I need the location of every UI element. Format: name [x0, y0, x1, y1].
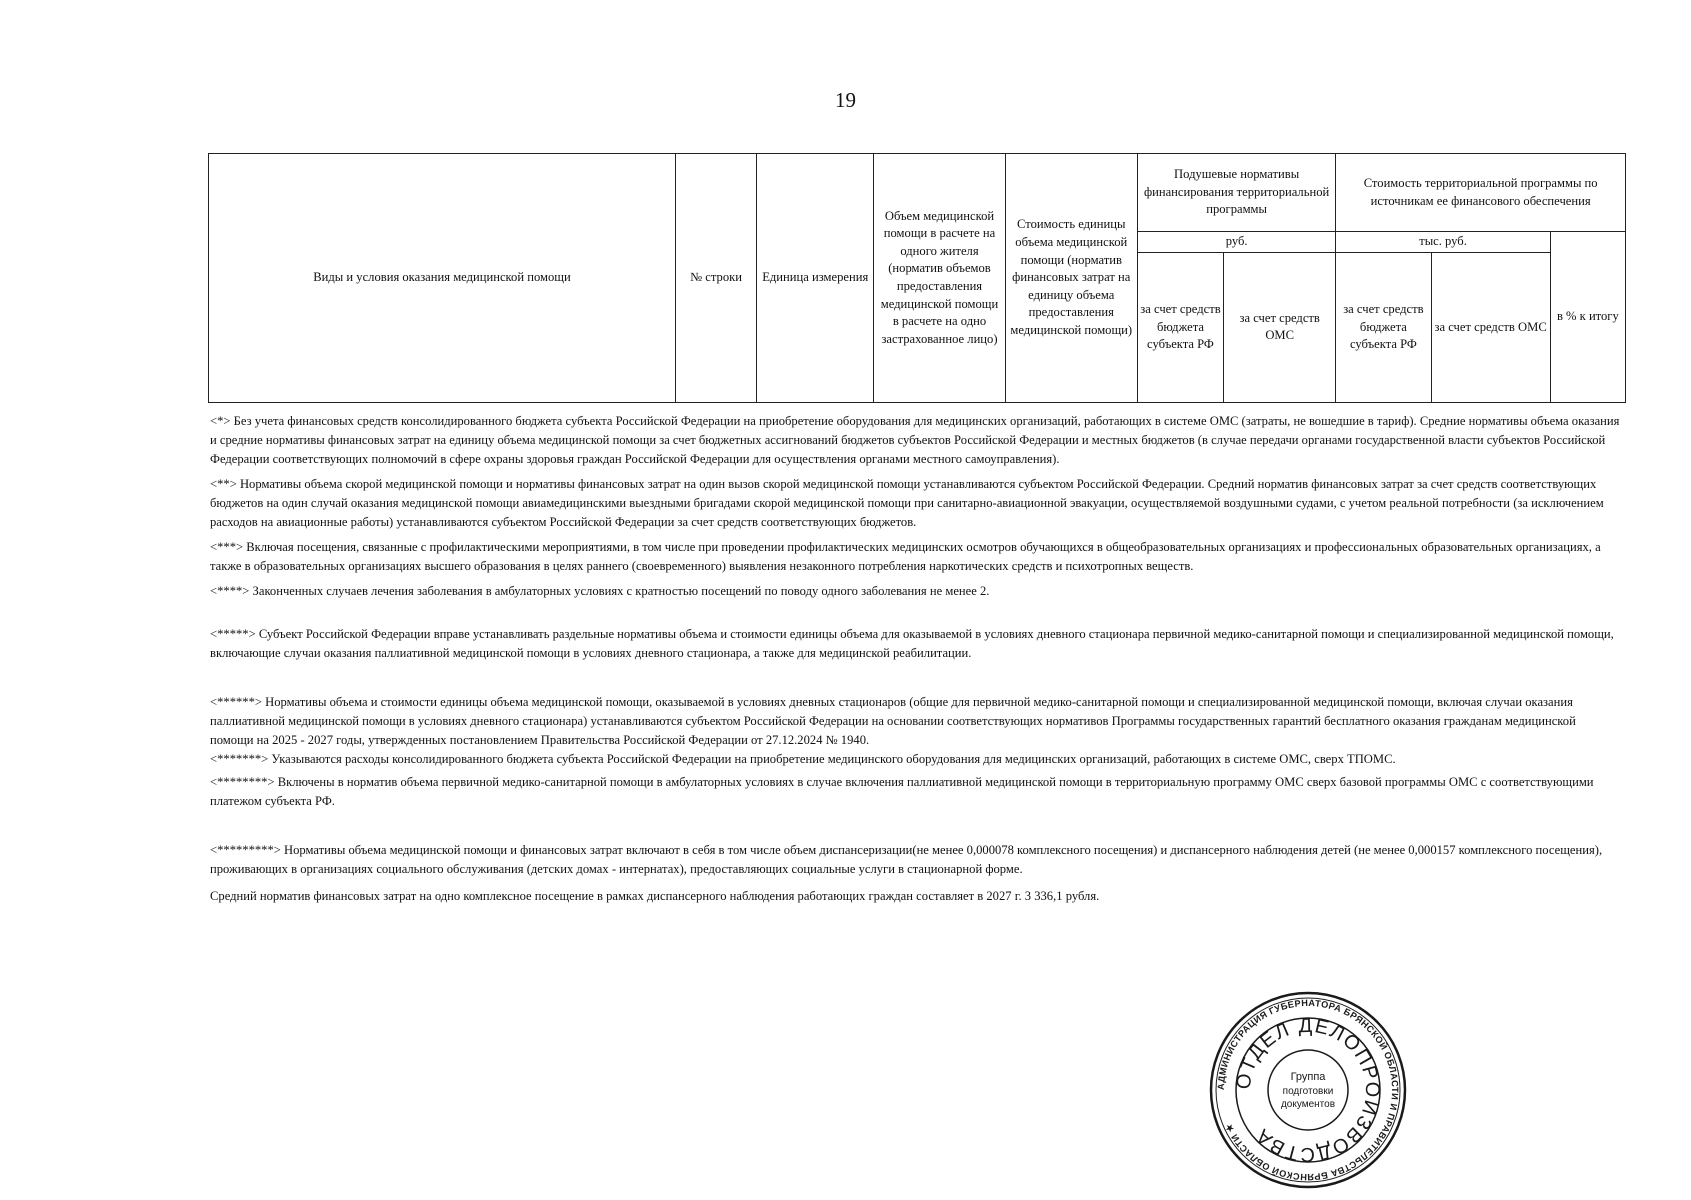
page-number: 19	[835, 88, 856, 112]
col-header-percent: в % к итогу	[1550, 232, 1625, 403]
footnote-7: <*******> Указываются расходы консолидированного бюджета субъекта Российской Федерации на приобретение медицинского оборудования для медицинских организаций, работающих в системе ОМС, сверх ТПОМС.	[210, 752, 1396, 766]
col-header-oms-2: за счет средств ОМС	[1431, 252, 1550, 402]
footnote-3: <***> Включая посещения, связанные с профилактическими мероприятиями, в том числе при проведении профилактических медицинских осмотров обучающихся в общеобразовательных организациях и профессиональных образовательных организациях, а также в образовательных организациях высшего образования в целях раннего (своевременного) выявления незаконного потребления наркотических средств и психотропных веществ.	[210, 540, 1601, 573]
footnote-5: <*****> Субъект Российской Федерации вправе устанавливать раздельные нормативы объема и стоимости единицы объема для оказываемой в условиях дневного стационара первичной медико-санитарной помощи и специализированной медицинской помощи, включающие случаи оказания паллиативной медицинской помощи в условиях дневного стационара, а также для медицинской реабилитации.	[210, 627, 1614, 660]
footnote-4: <****> Законченных случаев лечения заболевания в амбулаторных условиях с кратностью посещений по поводу одного заболевания не менее 2.	[210, 584, 990, 598]
col-header-cost: Стоимость единицы объема медицинской помощи (норматив финансовых затрат на единицу объема предоставления медицинской помощи)	[1005, 154, 1137, 403]
col-header-row-no: № строки	[675, 154, 756, 403]
col-header-budget-2: за счет средств бюджета субъекта РФ	[1336, 252, 1431, 402]
footnote-10: Средний норматив финансовых затрат на одно комплексное посещение в рамках диспансерного наблюдения работающих граждан составляет в 2027 г. 3 336,1 рубля.	[210, 889, 1100, 903]
stamp-center-line-3: документов	[1280, 1099, 1336, 1110]
unit-rub: руб.	[1137, 232, 1335, 253]
header-table	[208, 153, 1626, 403]
col-header-unit: Единица измерения	[757, 154, 874, 403]
unit-thousand-rub: тыс. руб.	[1336, 232, 1550, 253]
col-header-kind: Виды и условия оказания медицинской помощи	[209, 154, 676, 403]
footnote-1: <*> Без учета финансовых средств консолидированного бюджета субъекта Российской Федерации на приобретение оборудования для медицинских организаций, работающих в системе ОМС (затраты, не вошедшие в тариф). Средние нормативы объема оказания и средние нормативы финансовых затрат на единицу объема медицинской помощи за счет бюджетных ассигнований бюджетов субъектов Российской Федерации и местных бюджетов (в случае передачи органами государственной власти субъектов Российской Федерации соответствующих полномочий в сфере охраны здоровья граждан Российской Федерации для осуществления органами местного самоуправления).	[210, 414, 1620, 466]
col-header-budget-1: за счет средств бюджета субъекта РФ	[1137, 252, 1223, 402]
footnote-2: <**> Нормативы объема скорой медицинской помощи и нормативы финансовых затрат на один вызов скорой медицинской помощи устанавливаются субъектом Российской Федерации. Средний норматив финансовых затрат за счет средств соответствующих бюджетов на один случай оказания медицинской помощи авиамедицинскими выездными бригадами скорой медицинской помощи при санитарно-авиационной эвакуации, осуществляемой воздушными судами, с учетом реальной потребности (за исключением расходов на авиационные работы) устанавливаются субъектом Российской Федерации за счет средств соответствующих бюджетов.	[210, 477, 1604, 529]
official-stamp	[1208, 990, 1408, 1190]
footnote-8: <********> Включены в норматив объема первичной медико-санитарной помощи в амбулаторных условиях в случае включения паллиативной медицинской помощи в территориальную программу ОМС сверх базовой программы ОМС с соответствующими платежом субъекта РФ.	[210, 775, 1594, 808]
stamp-ring-text: ОТДЕЛ ДЕЛОПРОИЗВОДСТВА	[1232, 1014, 1384, 1166]
group-header-percapita: Подушевые нормативы финансирования территориальной программы	[1137, 154, 1335, 232]
group-header-cost: Стоимость территориальной программы по источникам ее финансового обеспечения	[1336, 154, 1626, 232]
stamp-outer-text: АДМИНИСТРАЦИЯ ГУБЕРНАТОРА БРЯНСКОЙ ОБЛАСТИ И ПРАВИТЕЛЬСТВА БРЯНСКОЙ ОБЛАСТИ ★	[1215, 997, 1401, 1183]
stamp-center-line-2: подготовки	[1282, 1086, 1334, 1097]
footnote-9: <*********> Нормативы объема медицинской помощи и финансовых затрат включают в себя в том числе объем диспансеризации(не менее 0,000078 комплексного посещения) и диспансерного наблюдения детей (не менее 0,000157 комплексного посещения), проживающих в организациях социального обслуживания (детских домах - интернатах), предоставляющих социальные услуги в стационарной форме.	[210, 843, 1603, 876]
col-header-volume: Объем медицинской помощи в расчете на одного жителя (норматив объемов предоставления медицинской помощи в расчете на одно застрахованное лицо)	[874, 154, 1005, 403]
footnote-6: <******> Нормативы объема и стоимости единицы объема медицинской помощи, оказываемой в условиях дневных стационаров (общие для первичной медико-санитарной помощи и специализированной медицинской помощи, включая случаи оказания паллиативной медицинской помощи в условиях дневного стационара) устанавливаются субъектом Российской Федерации на основании соответствующих нормативов Программы государственных гарантий бесплатного оказания гражданам медицинской помощи на 2025 - 2027 годы, утвержденных постановлением Правительства Российской Федерации от 27.12.2024 № 1940.	[210, 695, 1576, 747]
footnotes	[210, 412, 1620, 906]
col-header-oms-1: за счет средств ОМС	[1224, 252, 1336, 402]
stamp-center-line-1: Группа	[1290, 1071, 1326, 1083]
